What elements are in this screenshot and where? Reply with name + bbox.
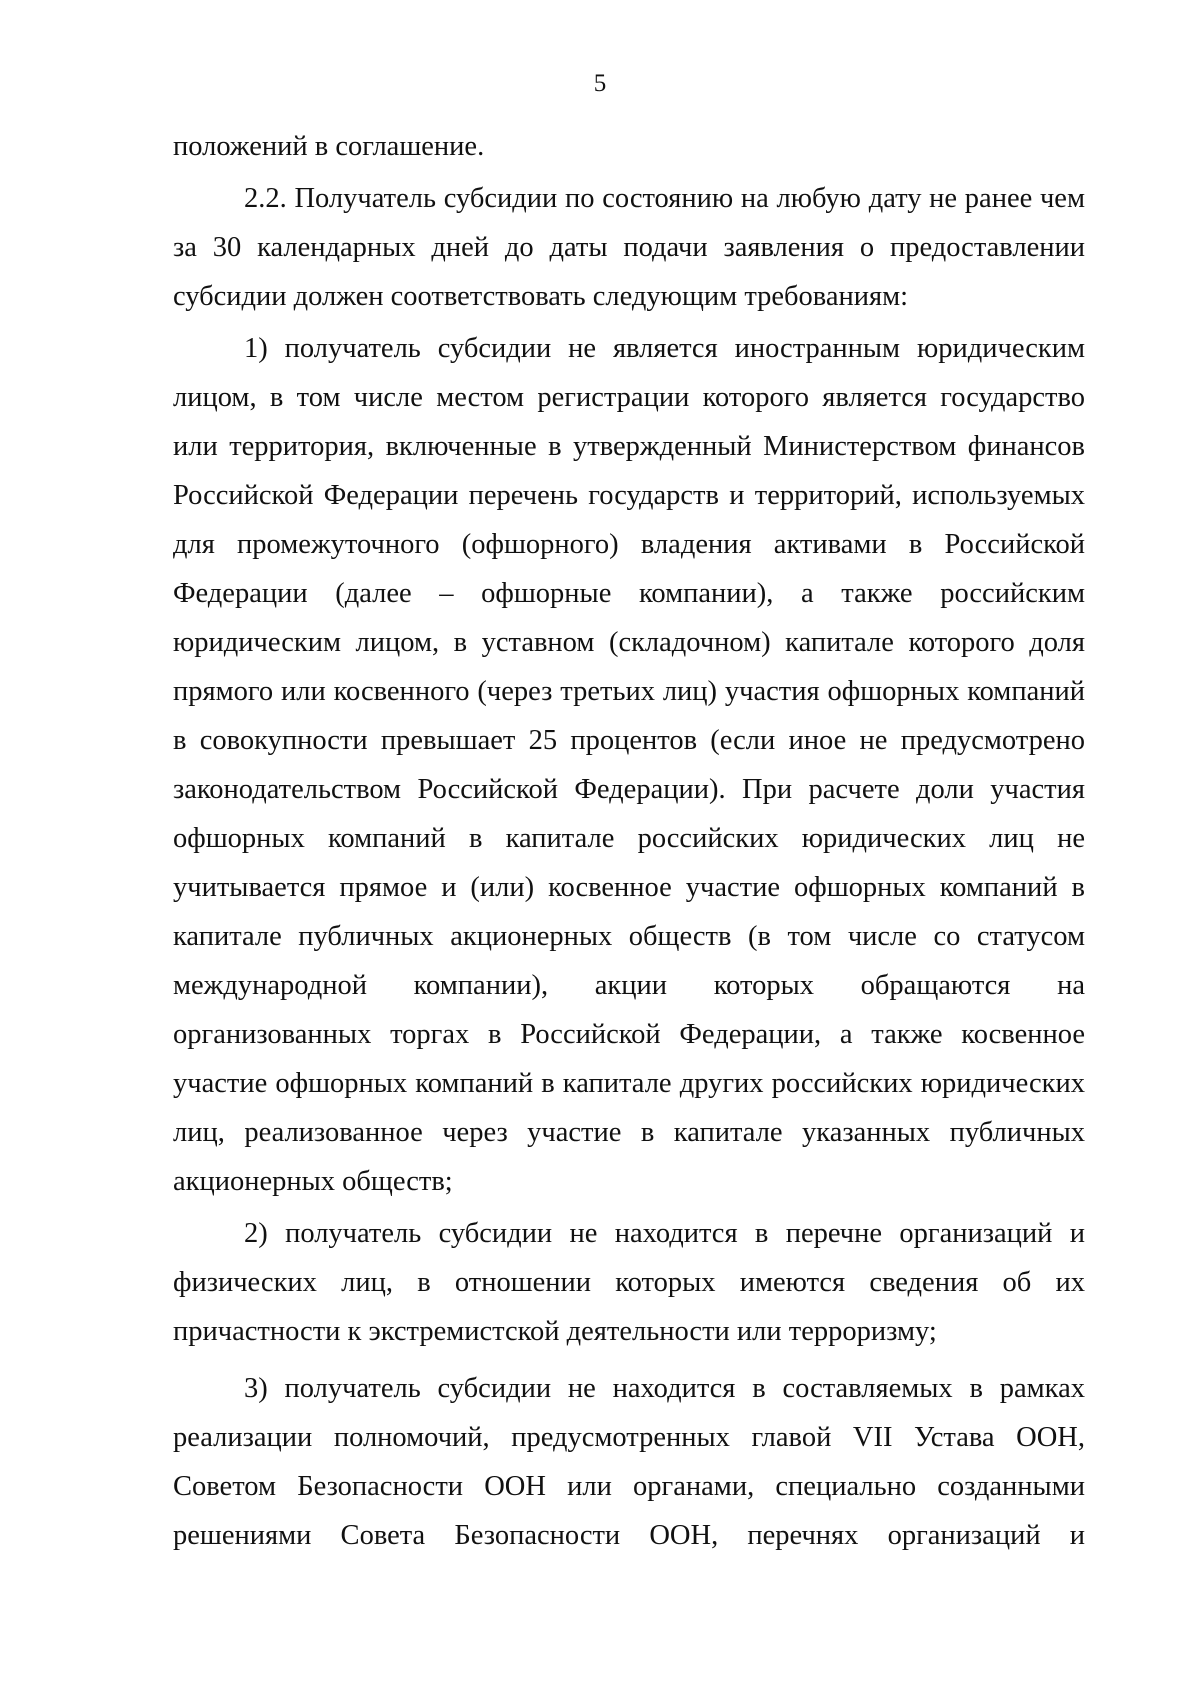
document-body bbox=[173, 122, 1085, 1560]
paragraph-item-1: 1) получатель субсидии не является иностранным юридическим лицом, в том числе местом регистрации которого является государство или территория, включенные в утвержденный Министерством финансов Российской Федерации перечень государств и территорий, используемых для промежуточного (офшорного) владения активами в Российской Федерации (далее – офшорные компании), а также российским юридическим лицом, в уставном (складочном) капитале которого доля прямого или косвенного (через третьих лиц) участия офшорных компаний в совокупности превышает 25 процентов (если иное не предусмотрено законодательством Российской Федерации). При расчете доли участия офшорных компаний в капитале российских юридических лиц не учитывается прямое и (или) косвенное участие офшорных компаний в капитале публичных акционерных обществ (в том числе со статусом международной компании), акции которых обращаются на организованных торгах в Российской Федерации, а также косвенное участие офшорных компаний в капитале других российских юридических лиц, реализованное через участие в капитале указанных публичных акционерных обществ; bbox=[173, 333, 1085, 1197]
paragraph-continuation: положений в соглашение. bbox=[173, 131, 485, 162]
paragraph-clause-2-2: 2.2. Получатель субсидии по состоянию на любую дату не ранее чем за 30 календарных дней до даты подачи заявления о предоставлении субсидии должен соответствовать следующим требованиям: bbox=[173, 183, 1085, 312]
paragraph-item-3: 3) получатель субсидии не находится в составляемых в рамках реализации полномочий, предусмотренных главой VII Устава ООН, Советом Безопасности ООН или органами, специально созданными решениями Совета Безопасности ООН, перечнях организаций и bbox=[173, 1373, 1085, 1551]
paragraph-item-2: 2) получатель субсидии не находится в перечне организаций и физических лиц, в отношении которых имеются сведения об их причастности к экстремистской деятельности или терроризму; bbox=[173, 1218, 1085, 1347]
page-number: 5 bbox=[593, 70, 607, 97]
